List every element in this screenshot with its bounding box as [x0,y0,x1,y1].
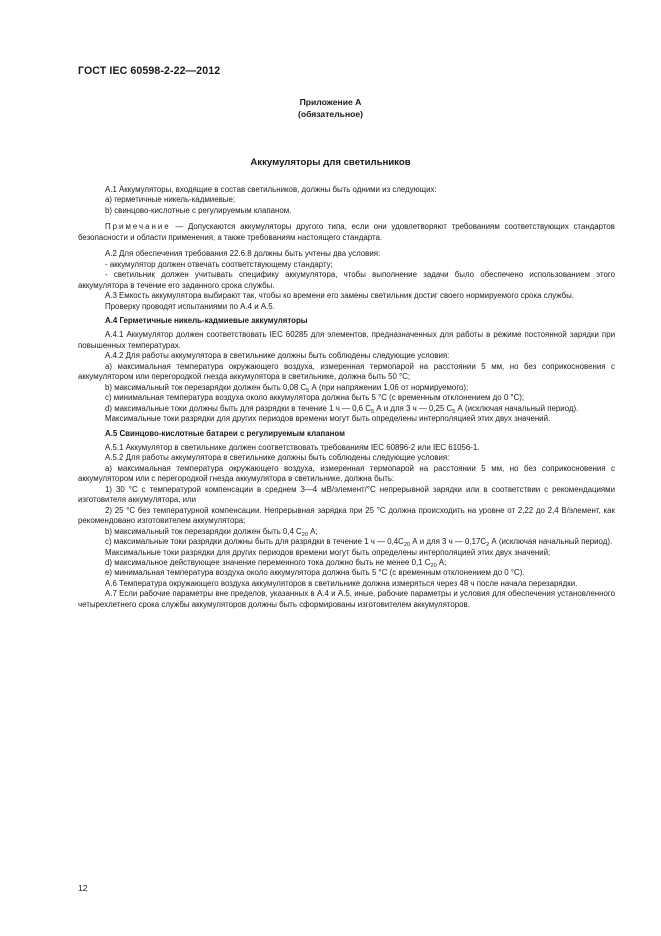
clause-a4-2-d: d) максимальные токи должны быть для разрядки в течение 1 ч — 0,6 $C_5$ А и для 3 ч — 0,25 $C_5$ А (исключая начальный период). [105,403,579,415]
annex-subtitle: (обязательное) [297,109,364,119]
clause-a5-2: А.5.2 Для работы аккумулятора в светильнике должны быть соблюдены следующие условия: [105,453,450,463]
clause-a2: А.2 Для обеспечения требования 22.6.8 должны быть учтены два условия: [105,249,381,259]
note-paragraph [78,222,615,243]
page-number: 12 [78,883,88,893]
clause-a1-item-b: b) свинцово-кислотные с регулируемым клапаном. [105,205,292,215]
clause-a5-2-d: d) максимальное действующее значение переменного тока должно быть не менее 0,1 $C_{20}$ А; [105,557,447,569]
clause-a4-2-a: а) максимальная температура окружающего воздуха, измеренная термопарой на расстоянии 5 мм, но без соприкосновения с аккумулятором или перегородкой гнезда аккумулятора в светильнике, должна быть 50 °C; [78,361,615,382]
note-label: Примечание [105,222,171,232]
clause-a4-2-interpolation: Максимальные токи разрядки для других периодов времени могут быть определены интерполяцией этих двух значений. [105,414,551,424]
clause-a5-2-a: а) максимальная температура окружающего воздуха, измеренная термопарой на расстоянии 5 мм, но без соприкосновения с аккумулятором или с перегородкой гнезда аккумулятора в светильнике, должна быть: [78,463,615,484]
clause-a2-condition-2: - светильник должен учитывать специфику аккумулятора, чтобы выполнение задачи было обеспечено использованием этого аккумулятора в течение его заданного срока службы. [78,270,615,290]
clause-a3-check: Проверку проводят испытаниями по А.4 и А.5. [105,301,275,311]
clause-a4-2: А.4.2 Для работы аккумулятора в светильнике должны быть соблюдены следующие условия: [105,351,450,361]
annex-title: Приложение А [299,97,362,107]
clause-a5-title: А.5 Свинцово-кислотные батареи с регулируемым клапаном [105,428,345,438]
clause-a4-2-b: b) максимальный ток перезарядки должен быть 0,08 $C_5$ А (при напряжении 1,06 от нормируемого); [105,382,469,394]
standard-header: ГОСТ IEC 60598-2-22—2012 [78,65,221,77]
clause-a4-2-c: c) минимальная температура воздуха около аккумулятора должна быть 5 °C (с временным отклонением до 0 °C); [105,393,525,403]
clause-a5-2-e: e) минимальная температура воздуха около аккумулятора должна быть 5 °C (с временным отклонением до 0 °C). [105,568,525,578]
annex-heading [0,96,661,120]
section-title: Аккумуляторы для светильников [250,157,411,168]
clause-a5-2-interpolation: Максимальные токи разрядки для других периодов времени могут быть определены интерполяцией этих двух значений; [105,547,551,557]
clause-a1: А.1 Аккумуляторы, входящие в состав светильников, должны быть одними из следующих: [105,185,437,194]
note-text: — Допускаются аккумуляторы другого типа, если они удовлетворяют требованиям соответствующих стандартов безопасности и области применения, а также требованиям настоящего стандарта. [78,222,615,242]
document-body [78,185,615,610]
clause-a2-condition-1: - аккумулятор должен отвечать соответствующему стандарту; [105,259,333,269]
clause-a4-title: А.4 Герметичные никель-кадмиевые аккумуляторы [105,315,308,325]
clause-a5-2-c: c) максимальные токи разрядки должны быть для разрядки в течение 1 ч — $0,4C_{20}$ А и для 3 ч — $0,17C_2$ А (исключая начальный период). [105,537,613,548]
clause-a4-1: А.4.1 Аккумулятор должен соответствовать IEC 60285 для элементов, предназначенных для работы в режиме постоянной зарядки при повышенных температурах. [78,330,615,350]
clause-a1-item-a: а) герметичные никель-кадмиевые; [105,195,236,205]
clause-a7: А.7 Если рабочие параметры вне пределов, указанных в А.4 и А.5, иные, рабочие параметры и условия для обеспечения установленного четырехлетнего срока службы аккумуляторов должны быть сформированы изготовителем аккумуляторов. [78,589,615,609]
clause-a5-1: А.5.1 Аккумулятор в светильнике должен соответствовать требованиям IEC 60896-2 или IEC 61056-1. [105,442,480,452]
clause-a5-2-b: b) максимальный ток перезарядки должен быть 0,4 $C_{20}$ А; [105,526,318,538]
clause-a5-2-a-1: 1) 30 °C с температурой компенсации в среднем 3—4 мВ/элемент/°C непрерывной зарядки или в соответствии с рекомендациями изготовителя аккумулятора, или [78,484,615,505]
clause-a3: А.3 Емкость аккумулятора выбирают так, чтобы ко времени его замены светильник достиг своего нормируемого срока службы. [105,291,574,301]
clause-a6: А.6 Температура окружающего воздуха аккумуляторов в светильнике должна измеряться через 48 ч после начала перезарядки. [105,578,578,588]
clause-a5-2-a-2: 2) 25 °C без температурной компенсации. Непрерывная зарядка при 25 °C должна происходить на уровне от 2,22 до 2,4 В/элемент, как рекомендовано изготовителем аккумулятора; [78,505,615,526]
